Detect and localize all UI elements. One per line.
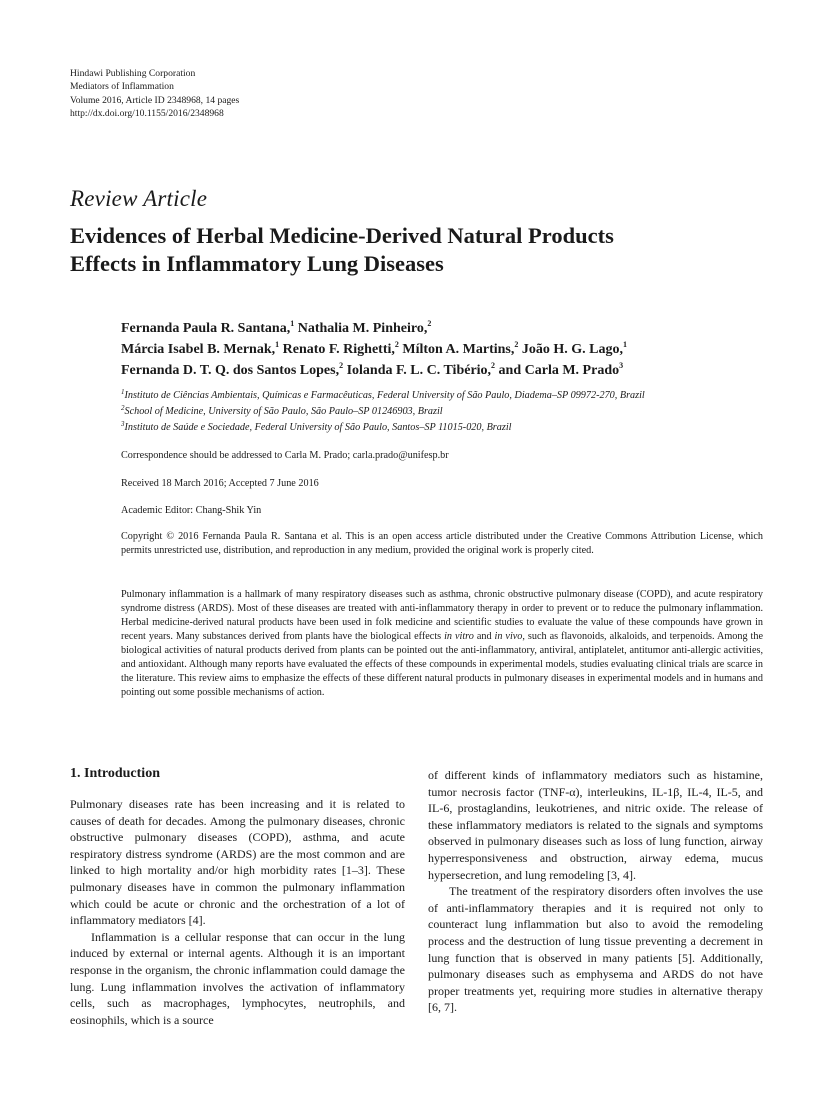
affiliation-3: $^3$Instituto de Saúde e Sociedade, Federal University of São Paulo, Santos–SP 11015-020, Brazil <box>121 420 512 433</box>
journal-name: Mediators of Inflammation <box>70 81 174 93</box>
author-name: Mílton A. Martins, <box>398 342 515 357</box>
author-name: Fernanda Paula R. Santana, <box>121 321 291 336</box>
author-affil-mark: 1 <box>275 340 280 349</box>
article-type: Review Article <box>70 186 208 211</box>
author-name: Márcia Isabel B. Mernak, <box>121 342 276 357</box>
author-line-3 <box>121 360 627 381</box>
author-line-1 <box>121 318 627 339</box>
publisher-name: Hindawi Publishing Corporation <box>70 68 196 79</box>
section-heading: 1. Introduction <box>70 766 160 781</box>
affiliation-2: $^2$School of Medicine, University of São Paulo, São Paulo–SP 01246903, Brazil <box>121 404 443 417</box>
paragraph: Inflammation is a cellular response that can occur in the lung induced by external or internal agents. Although it is an important response in the organism, the chronic inflammation could damage the lung. Lung inflammation involves the activation of inflammatory cells, such as macrophages, lymphocytes, neutrophils, and eosinophils, which is a source <box>70 929 405 1027</box>
academic-editor: Academic Editor: Chang-Shik Yin <box>121 505 262 516</box>
copyright-notice: Copyright © 2016 Fernanda Paula R. Santana et al. This is an open access article distributed under the Creative Commons Attribution License, which permits unrestricted use, distribution, and reproduction in any medium, provided the original work is properly cited. <box>121 531 763 556</box>
body-column-left <box>70 796 405 1028</box>
author-name: João H. G. Lago, <box>518 342 624 357</box>
author-affil-mark: 2 <box>514 340 519 349</box>
journal-header <box>70 67 239 121</box>
abstract: Pulmonary inflammation is a hallmark of many respiratory diseases such as asthma, chronic obstructive pulmonary disease (COPD), and acute respiratory syndrome distress (ARDS). Most of these diseases are treated with anti-inflammatory therapy in order to prevent or to reduce the pulmonary inflammation. Herbal medicine-derived natural products have been used in folk medicine and scientific studies to evaluate the value of these compounds have grown in recent years. Many substances derived from plants have the biological effects in vitro and in vivo, such as flavonoids, alkaloids, and terpenoids. Among the biological activities of natural products derived from plants can be pointed out the anti-inflammatory, antiviral, antiplatelet, antitumor anti-allergic activities, and antioxidant. Although many reports have evaluated the effects of these compounds in experimental models, studies evaluating clinical trials are scarce in the literature. This review aims to emphasize the effects of these different natural products in pulmonary diseases in experimental models and in humans and pointing out some possible mechanisms of action. <box>121 589 763 698</box>
author-affil-mark: 2 <box>427 319 432 328</box>
author-affil-mark: 1 <box>623 340 628 349</box>
author-affil-mark: 2 <box>491 361 496 370</box>
title-line-1: Evidences of Herbal Medicine-Derived Natural Products <box>70 223 614 248</box>
article-title <box>70 222 770 278</box>
author-name: Renato F. Righetti, <box>279 342 395 357</box>
body-column-right <box>428 767 763 1016</box>
author-affil-mark: 3 <box>619 361 624 370</box>
author-affil-mark: 2 <box>339 361 344 370</box>
author-line-2 <box>121 339 627 360</box>
paragraph: of different kinds of inflammatory mediators such as histamine, tumor necrosis factor (TNF-α), interleukins, IL-1β, IL-4, IL-5, and IL-6, prostaglandins, leukotrienes, and nitric oxide. The release of these inflammatory mediators is related to the signals and symptoms observed in pulmonary diseases such as loss of lung function, airway hyperresponsiveness and obstruction, airway edema, mucus hypersecretion, and lung remodeling [3, 4]. <box>428 768 763 882</box>
paragraph: Pulmonary diseases rate has been increasing and it is related to causes of death for decades. Among the pulmonary diseases, chronic obstructive pulmonary diseases (COPD), asthma, and acute respiratory distress syndrome (ARDS) are the most common and are linked to high mortality and/or high morbidity rates [1–3]. These pulmonary diseases have in common the pulmonary inflammation which could be acute or chronic and the orchestration of a lot of inflammatory mediators [4]. <box>70 797 405 928</box>
author-name: Nathalia M. Pinheiro, <box>294 321 428 336</box>
title-line-2: Effects in Inflammatory Lung Diseases <box>70 251 444 276</box>
author-name: Iolanda F. L. C. Tibério, <box>343 363 492 378</box>
volume-info: Volume 2016, Article ID 2348968, 14 pages <box>70 94 240 106</box>
author-name: and Carla M. Prado <box>495 363 620 378</box>
correspondence: Correspondence should be addressed to Carla M. Prado; carla.prado@unifesp.br <box>121 450 449 461</box>
author-affil-mark: 2 <box>394 340 399 349</box>
doi-link[interactable]: http://dx.doi.org/10.1155/2016/2348968 <box>70 108 224 120</box>
affiliations <box>121 388 645 436</box>
paragraph: The treatment of the respiratory disorders often involves the use of anti-inflammatory therapies and it is required not only to counteract lung inflammation but also to avoid the remodeling process and the destruction of lung tissue preventing a decrement in lung function that is observed in many patients [5]. Additionally, pulmonary diseases such as emphysema and ARDS do not have proper treatments yet, requiring more studies in alternative therapy [6, 7]. <box>428 884 763 1015</box>
affiliation-1: $^1$Instituto de Ciências Ambientais, Químicas e Farmacêuticas, Federal University of São Paulo, Diadema–SP 09972-270, Brazil <box>121 388 645 401</box>
author-list <box>121 318 627 381</box>
author-name: Fernanda D. T. Q. dos Santos Lopes, <box>121 363 340 378</box>
received-dates: Received 18 March 2016; Accepted 7 June 2016 <box>121 478 319 489</box>
author-affil-mark: 1 <box>290 319 295 328</box>
